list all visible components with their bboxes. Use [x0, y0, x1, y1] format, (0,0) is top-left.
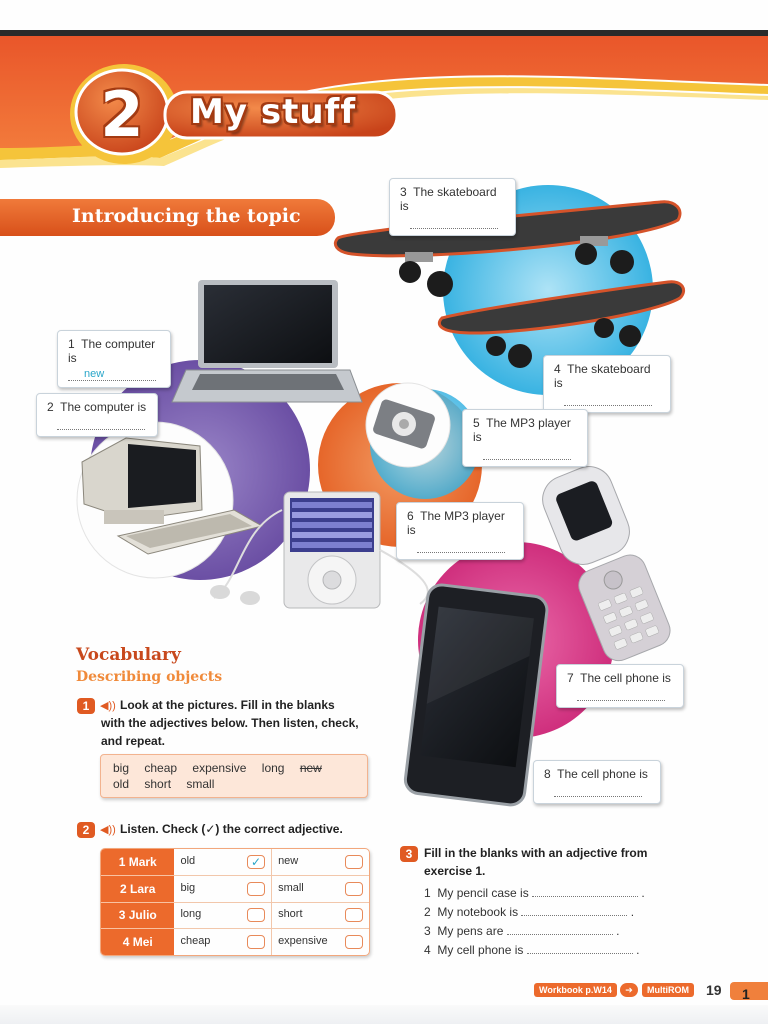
checkbox[interactable] [345, 908, 363, 922]
option-label: short [278, 908, 303, 921]
answer-blank[interactable] [554, 785, 642, 797]
option-cell [272, 929, 369, 956]
checkbox[interactable] [345, 935, 363, 949]
check-icon[interactable]: ✓ [247, 855, 265, 869]
word: big [113, 761, 130, 775]
callout-2 [36, 393, 158, 437]
answer-blank[interactable] [507, 924, 613, 935]
student-name: 2 Lara [101, 876, 174, 903]
answer-blank[interactable] [410, 217, 498, 229]
answer-blank[interactable] [532, 886, 638, 897]
table-row [101, 876, 369, 903]
item-text: My cell phone is [437, 943, 524, 957]
instruction-line: and repeat. [101, 734, 166, 748]
exercise-1-instruction [101, 714, 359, 732]
arrow-right-icon: ➔ [620, 983, 638, 997]
page-bottom-edge [0, 1005, 768, 1024]
item-number: 4 [424, 943, 431, 957]
word-bank [100, 754, 368, 798]
word: expensive [192, 761, 247, 775]
answer-blank[interactable] [521, 905, 627, 916]
student-name: 4 Mei [101, 929, 174, 956]
option-cell [174, 876, 271, 903]
callout-1 [57, 330, 171, 388]
answer-blank[interactable] [577, 689, 665, 701]
callout-text: The skateboard is [400, 185, 497, 213]
callout-text: The skateboard is [554, 362, 651, 390]
callout-number: 2 [47, 400, 54, 414]
smartphone-icon [404, 583, 549, 806]
unit-title: My stuff [190, 92, 357, 132]
word: old [113, 777, 130, 791]
exercise-1-number: 1 [77, 698, 95, 714]
answer-blank[interactable] [483, 448, 571, 460]
option-label: expensive [278, 935, 328, 947]
option-cell [174, 849, 271, 876]
word-bank-row [113, 760, 355, 776]
unit-number: 2 [100, 78, 144, 151]
student-name: 1 Mark [101, 849, 174, 876]
callout-number: 6 [407, 509, 414, 523]
word: cheap [144, 761, 178, 775]
callout-text: The computer is [68, 337, 156, 365]
checkbox[interactable] [247, 935, 265, 949]
option-cell [272, 876, 369, 903]
option-cell [272, 849, 369, 876]
item-number: 3 [424, 924, 431, 938]
list-item: 2 My notebook is . [424, 905, 635, 919]
callout-number: 3 [400, 185, 407, 199]
audio-icon[interactable]: ◀)) [100, 824, 116, 836]
audio-icon[interactable]: ◀)) [100, 700, 116, 712]
vocabulary-heading: Vocabulary [76, 645, 181, 665]
word: long [261, 761, 285, 775]
answer-blank[interactable] [57, 418, 145, 430]
exercise-1-instruction [120, 696, 335, 714]
checkbox[interactable] [345, 855, 363, 869]
callout-text: The computer is [60, 400, 147, 414]
callout-4 [543, 355, 671, 413]
checkbox[interactable] [247, 908, 265, 922]
callout-number: 4 [554, 362, 561, 376]
checkbox[interactable] [247, 882, 265, 896]
callout-number: 5 [473, 416, 480, 430]
vocabulary-subheading: Describing objects [76, 669, 223, 685]
callout-7 [556, 664, 684, 708]
table-row [101, 929, 369, 956]
item-text: My pencil case is [437, 886, 529, 900]
student-name: 3 Julio [101, 902, 174, 929]
list-item: 1 My pencil case is . [424, 886, 645, 900]
callout-text: The MP3 player is [407, 509, 505, 537]
exercise-3-instruction: exercise 1. [424, 864, 486, 878]
item-number: 2 [424, 905, 431, 919]
exercise-3-instruction: Fill in the blanks with an adjective from [424, 846, 648, 860]
callout-5 [462, 409, 588, 467]
word: short [144, 777, 172, 791]
item-number: 1 [424, 886, 431, 900]
page-number: 19 [706, 982, 722, 998]
word-bank-row [113, 776, 355, 792]
section-title: Introducing the topic [72, 205, 301, 227]
exercise-1-instruction [101, 732, 165, 750]
list-item: 3 My pens are . [424, 924, 620, 938]
callout-text: The MP3 player is [473, 416, 571, 444]
word: small [186, 777, 215, 791]
callout-number: 7 [567, 671, 574, 685]
answer-blank[interactable] [527, 943, 633, 954]
table-row [101, 902, 369, 929]
option-label: big [180, 881, 196, 894]
instruction-line: Look at the pictures. Fill in the blanks [120, 698, 335, 712]
list-item: 4 My cell phone is . [424, 943, 640, 957]
page-tab-number: 1 [742, 986, 750, 1002]
option-label: small [278, 881, 304, 894]
workbook-badge: Workbook p.W14 [534, 983, 617, 997]
option-label: long [180, 908, 202, 921]
word-struck: new [299, 761, 322, 775]
option-label: cheap [180, 935, 211, 947]
option-label: old [180, 855, 196, 867]
answer-text: new [84, 368, 105, 380]
table-row [101, 849, 369, 876]
answer-blank[interactable] [564, 394, 652, 406]
checkbox[interactable] [345, 882, 363, 896]
exercise-3-number: 3 [400, 846, 418, 862]
callout-8 [533, 760, 661, 804]
callout-6 [396, 502, 524, 560]
callout-number: 1 [68, 337, 75, 351]
item-text: My pens are [437, 924, 504, 938]
item-text: My notebook is [437, 905, 519, 919]
exercise-2-instruction: Listen. Check (✓) the correct adjective. [120, 822, 343, 836]
instruction-line: with the adjectives below. Then listen, check, [101, 716, 359, 730]
answer-blank[interactable] [417, 541, 505, 553]
option-cell [174, 902, 271, 929]
answer-blank[interactable] [68, 369, 156, 381]
laptop-icon [172, 280, 362, 402]
callout-text: The cell phone is [557, 767, 648, 781]
callout-3 [389, 178, 516, 236]
exercise-2-table [100, 848, 370, 956]
option-cell [272, 902, 369, 929]
option-cell [174, 929, 271, 956]
callout-number: 8 [544, 767, 551, 781]
exercise-3-list [424, 884, 645, 960]
callout-text: The cell phone is [580, 671, 671, 685]
exercise-2-number: 2 [77, 822, 95, 838]
option-label: new [278, 855, 299, 867]
multirom-badge: MultiROM [642, 983, 694, 997]
